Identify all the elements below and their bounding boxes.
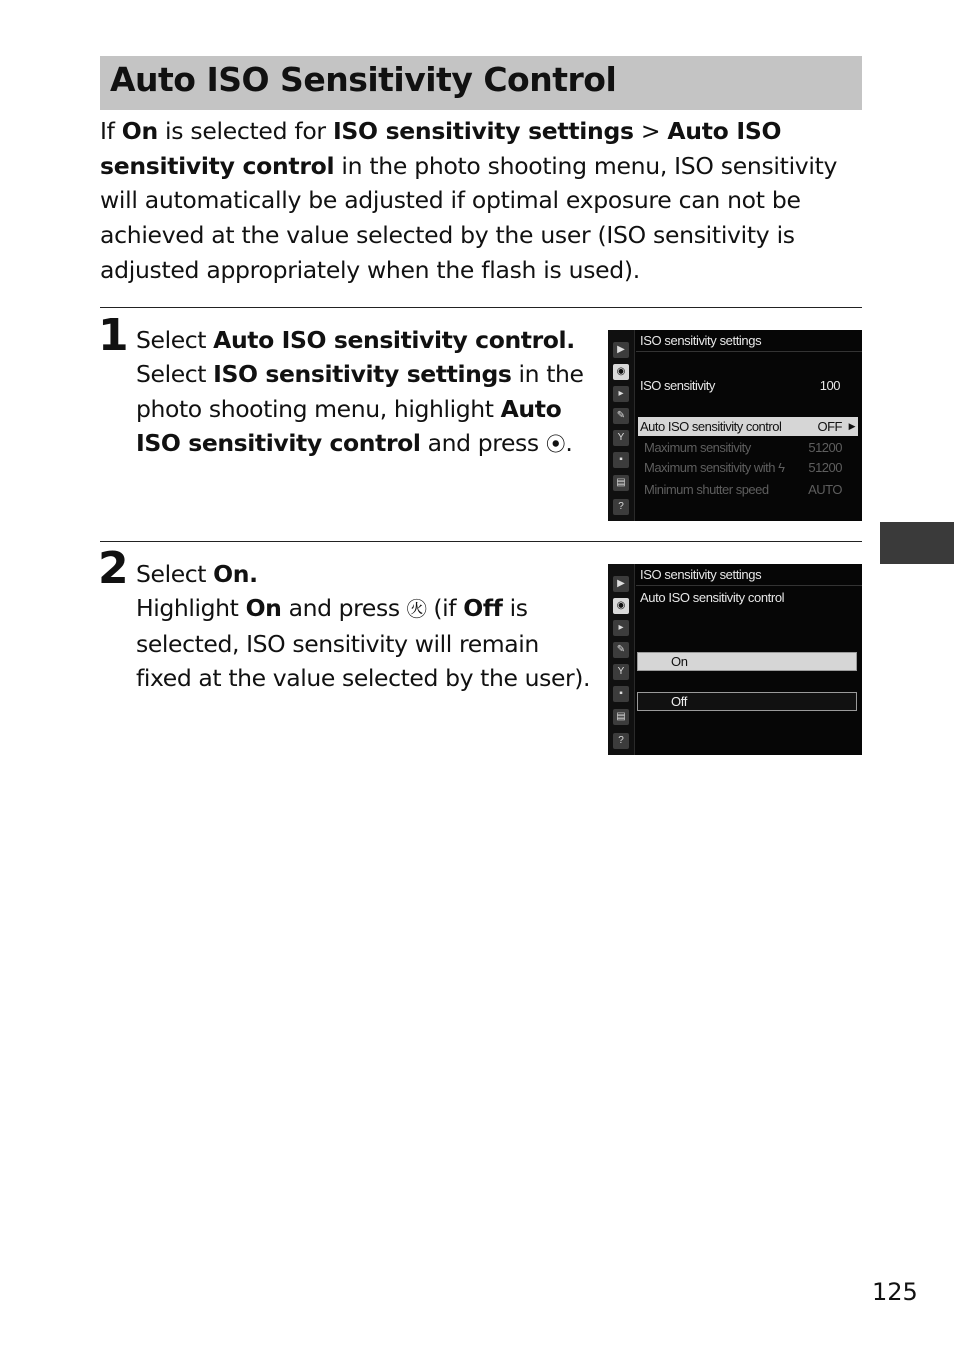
intro-paragraph — [100, 114, 870, 288]
movie-shooting-menu-icon: ▸ — [613, 386, 629, 402]
step1-body-bold: ISO sensitivity settings — [213, 360, 512, 389]
step2-head-end: . — [249, 560, 258, 588]
menu-sidebar — [608, 330, 635, 521]
step2-body-text: Highlight — [136, 594, 246, 623]
menu-row-label: ISO sensitivity — [640, 378, 715, 393]
help-icon: ? — [613, 733, 629, 749]
step1-body-text: in the photo shooting menu, highlight — [136, 360, 584, 423]
retouch-menu-icon: ▪ — [613, 452, 629, 468]
step1-head-end: . — [566, 326, 575, 354]
step2-heading — [136, 557, 591, 591]
step1-divider — [100, 307, 862, 308]
screen2-divider — [636, 585, 862, 586]
option-label: Off — [671, 694, 687, 709]
step2-body-text: (if — [426, 594, 464, 623]
camera-screen-2 — [608, 564, 862, 755]
option-off[interactable] — [637, 692, 857, 711]
step1-body-text: . — [565, 429, 573, 458]
intro-text: in the photo shooting menu, ISO sensitivity will automatically be adjusted if optimal exposure can not be achieved at the value selected by the user (ISO sensitivity is adjusted appropriately when the flash is used). — [100, 151, 838, 284]
retouch-menu-icon: ▪ — [613, 686, 629, 702]
menu-row-label: Maximum sensitivity — [644, 440, 751, 455]
menu-row-max-sensitivity-flash — [638, 458, 858, 477]
movie-shooting-menu-icon: ▸ — [613, 620, 629, 636]
menu-row-value: 51200 — [808, 440, 842, 455]
step2-body-text: is selected, ISO sensitivity will remain fixed at the value selected by the user). — [136, 594, 591, 693]
menu-row-label: Maximum sensitivity with ϟ — [644, 460, 785, 475]
screen2-subtitle: Auto ISO sensitivity control — [640, 590, 785, 605]
step2-divider — [100, 541, 862, 542]
menu-row-min-shutter-speed — [638, 480, 858, 499]
step2-body-text: and press — [281, 594, 407, 623]
chapter-tab — [880, 522, 954, 564]
screen1-divider — [636, 351, 862, 352]
page-number: 125 — [872, 1278, 918, 1306]
menu-sidebar — [608, 564, 635, 755]
step2-body-bold: Off — [463, 594, 503, 623]
setup-menu-icon: Y — [613, 664, 629, 680]
screen1-title: ISO sensitivity settings — [640, 333, 762, 348]
step2-body — [136, 591, 591, 695]
menu-row-iso-sensitivity[interactable] — [638, 376, 858, 395]
ok-button-icon: ㊋ — [406, 597, 427, 622]
intro-bold-iso-settings: ISO sensitivity settings — [332, 117, 634, 145]
menu-row-value: 100 — [819, 378, 840, 393]
intro-text: > — [633, 117, 668, 145]
custom-settings-icon: ✎ — [613, 642, 629, 658]
option-label: On — [671, 654, 688, 669]
step2-head-text: Select — [136, 560, 214, 588]
my-menu-icon: ▤ — [613, 709, 629, 725]
menu-row-value: AUTO — [808, 482, 842, 497]
step1-body-bold: Auto ISO sensitivity control — [136, 394, 562, 458]
menu-row-value: 51200 — [808, 460, 842, 475]
step1-head-bold: Auto ISO sensitivity control — [213, 326, 567, 354]
setup-menu-icon: Y — [613, 430, 629, 446]
menu-row-auto-iso-control[interactable] — [638, 417, 858, 436]
step1-number: 1 — [98, 310, 127, 361]
page-title: Auto ISO Sensitivity Control — [110, 60, 617, 99]
multi-selector-right-icon: ⦿ — [545, 432, 566, 457]
step1-head-text: Select — [136, 326, 214, 354]
menu-row-value: OFF — [817, 419, 842, 434]
menu-row-label: Minimum shutter speed — [644, 482, 769, 497]
intro-text: is selected for — [157, 117, 333, 145]
step1-body-text: and press — [420, 429, 546, 458]
step1-text — [136, 323, 591, 462]
photo-shooting-menu-icon: ◉ — [613, 364, 629, 380]
step1-heading — [136, 323, 591, 357]
option-on[interactable] — [637, 652, 857, 671]
photo-shooting-menu-icon: ◉ — [613, 598, 629, 614]
custom-settings-icon: ✎ — [613, 408, 629, 424]
playback-menu-icon: ▶ — [613, 576, 629, 592]
playback-menu-icon: ▶ — [613, 342, 629, 358]
intro-text: If — [100, 117, 122, 145]
step1-body — [136, 357, 591, 461]
camera-screen-1 — [608, 330, 862, 521]
title-bar — [100, 56, 862, 110]
menu-row-label: Auto ISO sensitivity control — [640, 419, 782, 434]
step2-body-bold: On — [245, 594, 282, 623]
step1-body-text: Select — [136, 360, 214, 389]
step2-number: 2 — [98, 543, 127, 594]
my-menu-icon: ▤ — [613, 475, 629, 491]
step2-text — [136, 557, 591, 696]
intro-bold-auto-iso: Auto ISO sensitivity control — [100, 117, 782, 180]
step2-head-bold: On — [213, 560, 250, 588]
arrow-right-icon: ▶ — [848, 421, 855, 431]
menu-row-max-sensitivity — [638, 438, 858, 457]
intro-bold-on: On — [121, 117, 158, 145]
screen2-title: ISO sensitivity settings — [640, 567, 762, 582]
help-icon: ? — [613, 499, 629, 515]
